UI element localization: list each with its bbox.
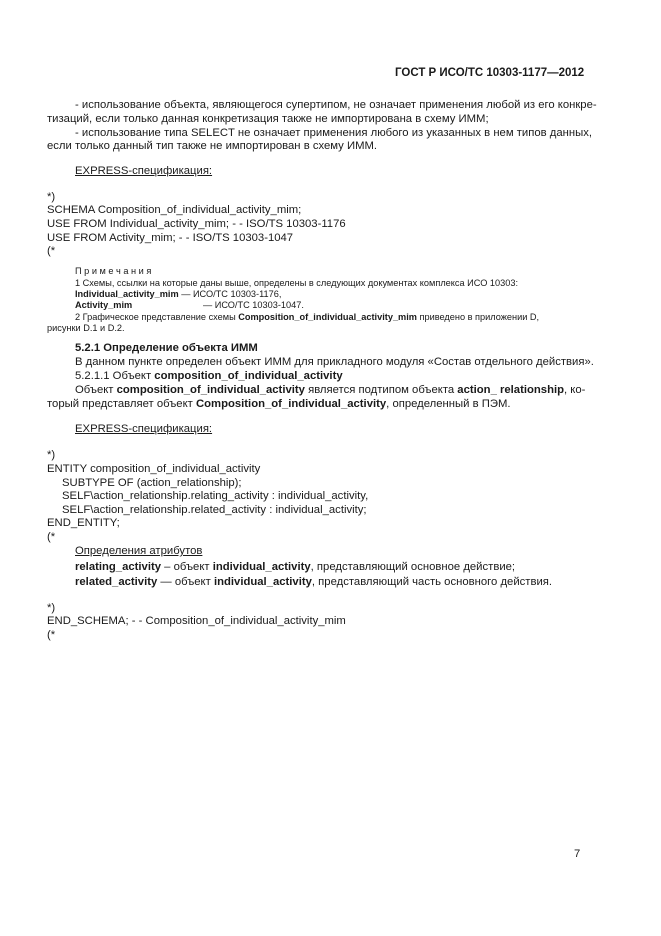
subsection-heading — [75, 369, 343, 383]
entity-name: action_ relationship — [457, 384, 565, 396]
note-2 — [75, 311, 539, 323]
text-run: Объект — [75, 384, 117, 396]
note-1: 1 Схемы, ссылки на которые даны выше, определены в следующих документах комплекса ИСО 10303: — [75, 278, 519, 288]
section-paragraph-line — [47, 397, 511, 411]
text-run: — объект — [157, 576, 214, 588]
note-2-text: приведено в приложении D, — [416, 312, 540, 322]
text-run: – объект — [161, 561, 213, 573]
page-number: 7 — [574, 848, 581, 860]
section-paragraph-line — [75, 383, 585, 397]
code-line: (* — [47, 629, 56, 641]
notes-heading: П р и м е ч а н и я — [75, 266, 152, 276]
text-run: , представляющий основное действие; — [310, 561, 516, 573]
express-spec-label: EXPRESS-спецификация: — [75, 423, 213, 435]
note-2-continued: рисунки D.1 и D.2. — [47, 323, 125, 333]
attribute-definition — [75, 560, 515, 574]
code-line: *) — [47, 449, 56, 461]
document-reference: — ИСО/ТС 10303-1047. — [203, 300, 304, 310]
text-run: торый представляет объект — [47, 398, 196, 410]
text-run: , ко- — [564, 384, 586, 396]
code-line: *) — [47, 191, 56, 203]
code-line: END_ENTITY; — [47, 517, 120, 529]
code-line: (* — [47, 245, 56, 257]
entity-name: individual_activity — [212, 561, 311, 573]
entity-name: Composition_of_individual_activity — [195, 398, 387, 410]
code-line: ENTITY composition_of_individual_activity — [47, 463, 261, 475]
text-run: является подтипом объекта — [304, 384, 458, 396]
code-line: USE FROM Activity_mim; - - ISO/TS 10303-1047 — [47, 232, 294, 244]
schema-name: Composition_of_individual_activity_mim — [238, 312, 417, 322]
code-line: (* — [47, 531, 56, 543]
attributes-heading: Определения атрибутов — [75, 545, 203, 557]
code-line: *) — [47, 602, 56, 614]
text-run: , представляющий часть основного действия. — [311, 576, 553, 588]
text-run: , определенный в ПЭМ. — [386, 398, 511, 410]
express-spec-label: EXPRESS-спецификация: — [75, 165, 213, 177]
note-1-reference — [75, 299, 304, 311]
code-line: SCHEMA Composition_of_individual_activity_mim; — [47, 204, 302, 216]
code-line: SUBTYPE OF (action_relationship); — [62, 477, 242, 489]
code-line: SELF\action_relationship.relating_activity : individual_activity, — [62, 490, 369, 502]
entity-name: individual_activity — [213, 576, 312, 588]
code-line: USE FROM Individual_activity_mim; - - ISO/TS 10303-1176 — [47, 218, 346, 230]
document-reference: — ИСО/ТС 10303-1176, — [178, 289, 282, 299]
section-text: В данном пункте определен объект ИММ для прикладного модуля «Состав отдельного действия». — [75, 356, 594, 368]
entity-name: composition_of_individual_activity — [154, 370, 343, 382]
entity-name: composition_of_individual_activity — [116, 384, 305, 396]
intro-line: - использование объекта, являющегося супертипом, не означает применения любой из его конкре- — [75, 99, 597, 111]
subsection-number: 5.2.1.1 Объект — [75, 370, 155, 382]
intro-line: если только данный тип также не импортирован в схему ИММ. — [47, 140, 378, 152]
code-line: SELF\action_relationship.related_activity : individual_activity; — [62, 504, 367, 516]
attribute-name: relating_activity — [75, 561, 162, 573]
note-2-text: 2 Графическое представление схемы — [75, 312, 239, 322]
attribute-name: related_activity — [75, 576, 158, 588]
code-line: END_SCHEMA; - - Composition_of_individual_activity_mim — [47, 615, 346, 627]
document-header: ГОСТ Р ИСО/ТС 10303-1177—2012 — [395, 67, 585, 79]
intro-line: - использование типа SELECT не означает применения любого из указанных в нем типов данных, — [75, 127, 593, 139]
intro-line: тизаций, если только данная конкретизация также не импортирована в схему ИММ; — [47, 113, 489, 125]
schema-name: Individual_activity_mim — [75, 289, 179, 299]
section-heading: 5.2.1 Определение объекта ИММ — [75, 342, 258, 354]
schema-name: Activity_mim — [75, 300, 133, 310]
attribute-definition — [75, 575, 552, 589]
